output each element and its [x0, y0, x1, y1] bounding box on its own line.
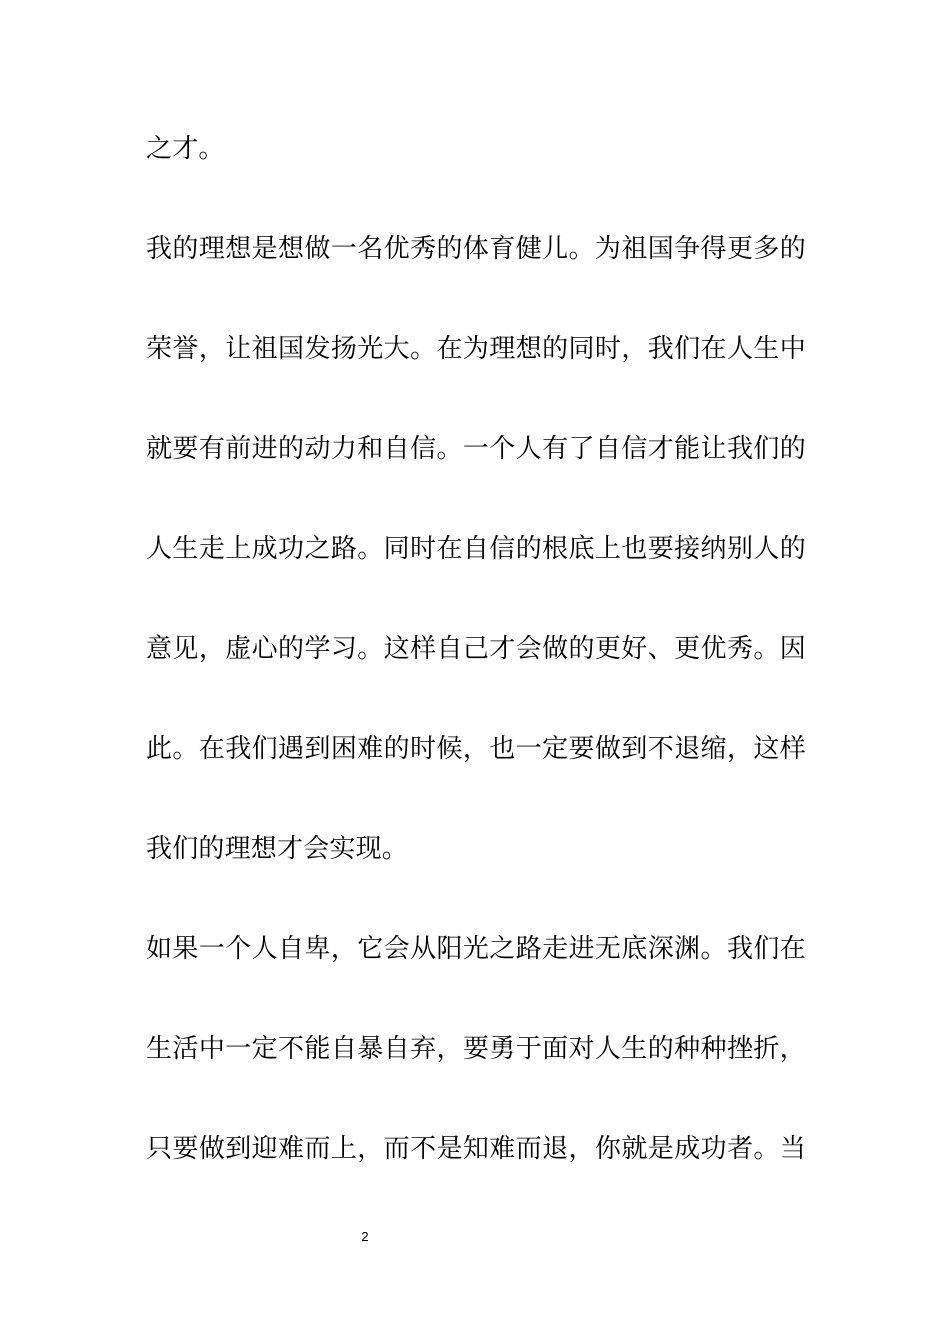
text-line-6: 意见，虚心的学习。这样自己才会做的更好、更优秀。因 — [146, 634, 806, 664]
text-line-9: 如果一个人自卑，它会从阳光之路走进无底深渊。我们在 — [146, 934, 806, 964]
text-line-7: 此。在我们遇到困难的时候，也一定要做到不退缩，这样 — [146, 734, 806, 764]
text-line-10: 生活中一定不能自暴自弃，要勇于面对人生的种种挫折， — [146, 1034, 806, 1064]
text-line-3: 荣誉，让祖国发扬光大。在为理想的同时，我们在人生中 — [146, 334, 806, 364]
page-number: 2 — [361, 1229, 369, 1244]
text-line-4: 就要有前进的动力和自信。一个人有了自信才能让我们的 — [146, 434, 806, 464]
text-line-5: 人生走上成功之路。同时在自信的根底上也要接纳别人的 — [146, 534, 806, 564]
text-line-1: 之才。 — [146, 134, 225, 164]
text-line-2: 我的理想是想做一名优秀的体育健儿。为祖国争得更多的 — [146, 234, 806, 264]
text-line-11: 只要做到迎难而上，而不是知难而退，你就是成功者。当 — [146, 1134, 806, 1164]
text-line-8: 我们的理想才会实现。 — [146, 834, 409, 864]
